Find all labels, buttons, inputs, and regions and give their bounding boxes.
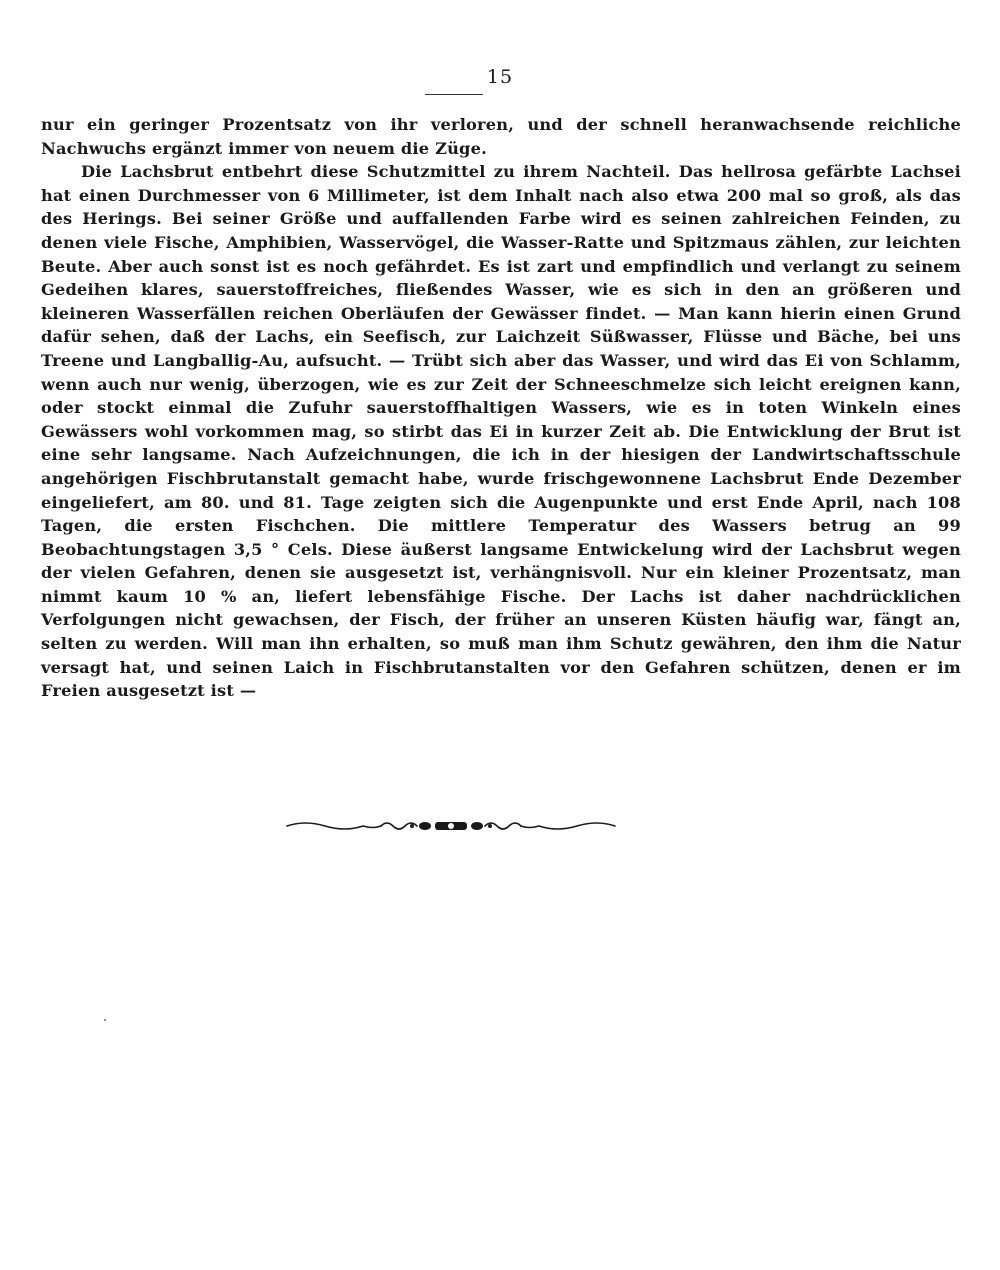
page-number: 15 bbox=[486, 66, 514, 88]
body-text bbox=[41, 113, 961, 703]
page-number-rule bbox=[425, 94, 483, 95]
paper-speck bbox=[104, 1019, 106, 1021]
decorative-divider-icon bbox=[285, 816, 617, 836]
paragraph-continuation: nur ein geringer Prozentsatz von ihr verloren, und der schnell heranwachsende reichliche Nachwuchs ergänzt immer von neuem die Züge. bbox=[41, 115, 961, 158]
paragraph-lachsbrut: Die Lachsbrut entbehrt diese Schutzmittel zu ihrem Nachteil. Das hellrosa gefärbte Lachsei hat einen Durchmesser von 6 Millimeter, ist dem Inhalt nach also etwa 200 mal so groß, als das des Herings. Bei seiner Größe und auffallenden Farbe wird es seinen zahlreichen Feinden, zu denen viele Fische, Amphibien, Wasservögel, die Wasser-Ratte und Spitzmaus zählen, zur leichten Beute. Aber auch sonst ist es noch gefährdet. Es ist zart und empfindlich und verlangt zu seinem Gedeihen klares, sauerstoffreiches, fließendes Wasser, wie es sich in den an größeren und kleineren Wasserfällen reichen Oberläufen der Gewässer findet. — Man kann hierin einen Grund dafür sehen, daß der Lachs, ein Seefisch, zur Laichzeit Süßwasser, Flüsse und Bäche, bei uns Treene und Langballig-Au, aufsucht. — Trübt sich aber das Wasser, und wird das Ei von Schlamm, wenn auch nur wenig, überzogen, wie es zur Zeit der Schneeschmelze sich leicht ereignen kann, oder stockt einmal die Zufuhr sauerstoffhaltigen Wassers, wie es in toten Winkeln eines Gewässers wohl vorkommen mag, so stirbt das Ei in kurzer Zeit ab. Die Entwicklung der Brut ist eine sehr langsame. Nach Aufzeichnungen, die ich in der hiesigen der Landwirtschaftsschule angehörigen Fischbrutanstalt gemacht habe, wurde frischgewonnene Lachsbrut Ende Dezember eingeliefert, am 80. und 81. Tage zeigten sich die Augenpunkte und erst Ende April, nach 108 Tagen, die ersten Fischchen. Die mittlere Temperatur des Wassers betrug an 99 Beobachtungstagen 3,5 ° Cels. Diese äußerst langsame Entwickelung wird der Lachsbrut wegen der vielen Gefahren, denen sie ausgesetzt ist, verhängnisvoll. Nur ein kleiner Prozentsatz, man nimmt kaum 10 % an, liefert lebensfähige Fische. Der Lachs ist daher nachdrücklichen Verfolgungen nicht gewachsen, der Fisch, der früher an unseren Küsten häufig war, fängt an, selten zu werden. Will man ihn erhalten, so muß man ihm Schutz gewähren, den ihm die Natur versagt hat, und seinen Laich in Fischbrutanstalten vor den Gefahren schützen, denen er im Freien ausgesetzt ist — bbox=[41, 162, 961, 701]
